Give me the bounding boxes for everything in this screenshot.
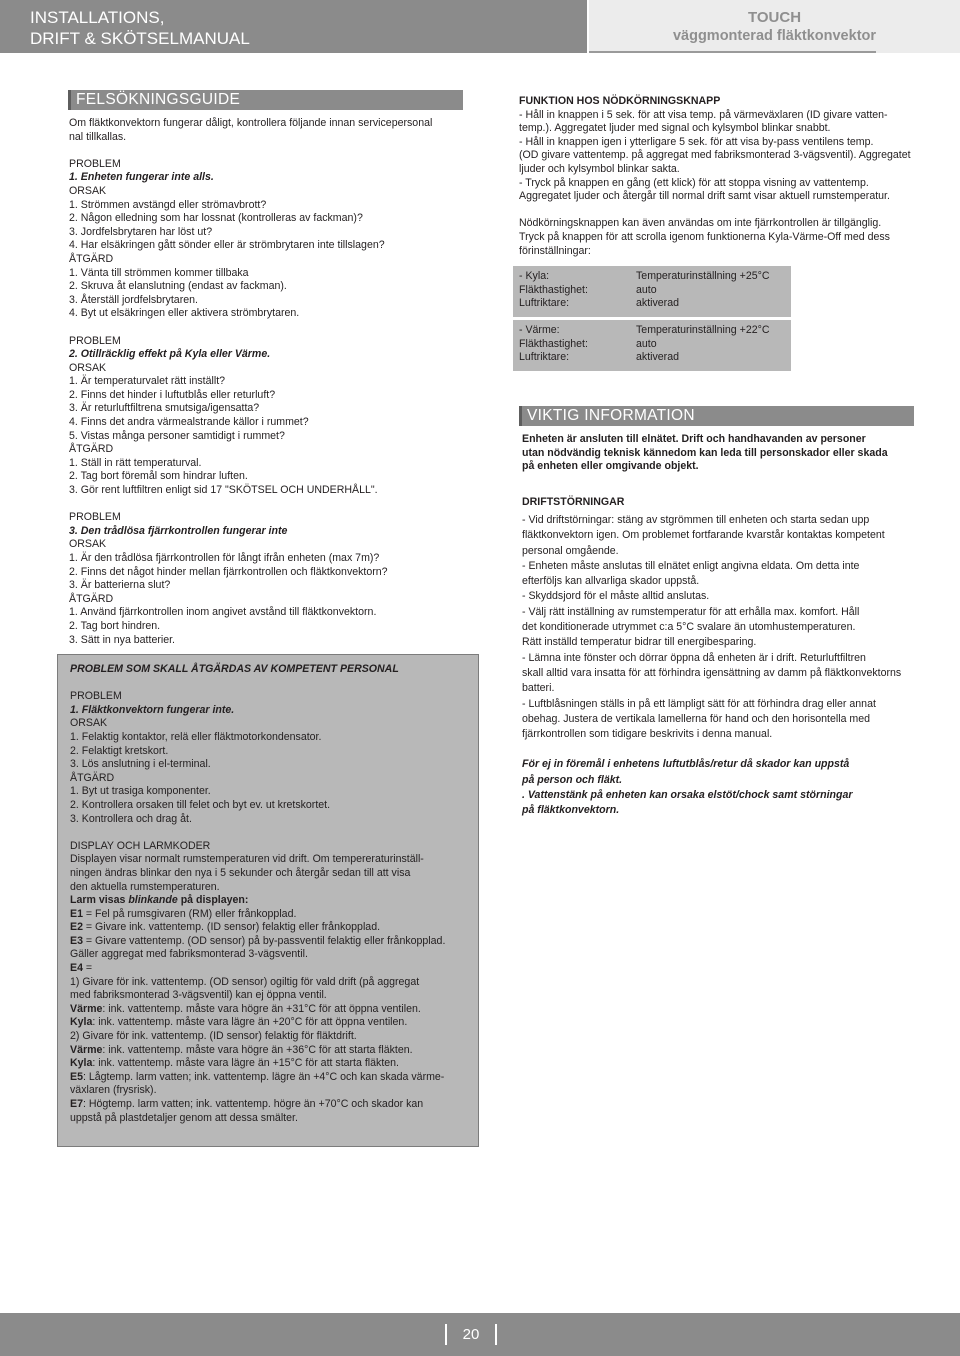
list-item: 3. Kontrollera och drag åt. bbox=[70, 812, 192, 825]
disturbance-line: - Skyddsjord för el måste alltid anslutas. bbox=[522, 590, 710, 603]
alarm-e7-note: uppstå på plastdetaljer genom att dessa smälter. bbox=[70, 1111, 298, 1124]
problem-label: PROBLEM bbox=[69, 511, 121, 524]
list-item: 1. Felaktig kontaktor, relä eller fläktmotorkondensator. bbox=[70, 730, 322, 743]
header-product-type: väggmonterad fläktkonvektor bbox=[672, 28, 877, 44]
list-item: 2. Finns det hinder i luftutblås eller returluft? bbox=[69, 388, 276, 401]
disturbance-line: obehag. Justera de vertikala lamellerna för hand och den horisontella med bbox=[522, 712, 871, 725]
problem-label: PROBLEM bbox=[69, 334, 121, 347]
competent-heading: PROBLEM SOM SKALL ÅTGÄRDAS AV KOMPETENT PERSONAL bbox=[70, 663, 399, 675]
alarm-e5-note: växlaren (frysrisk). bbox=[70, 1084, 157, 1097]
page-number: 20 bbox=[462, 1326, 480, 1343]
emergency-line: temp.). Aggregatet ljuder med signal och kylsymbol blinkar snabbt. bbox=[519, 122, 831, 135]
alarm-e4-heat-1: Värme: ink. vattentemp. måste vara högre än +31°C för att öppna ventilen. bbox=[70, 1002, 421, 1015]
list-item: 1. Byt ut trasiga komponenter. bbox=[70, 785, 211, 798]
alarm-e4-line: 1) Givare för ink. vattentemp. (OD sensor) ogiltig för vald drift (på aggregat bbox=[70, 975, 420, 988]
action-label: ÅTGÄRD bbox=[69, 252, 114, 265]
action-label: ÅTGÄRD bbox=[70, 771, 115, 784]
list-item: 3. Är returluftfiltrena smutsiga/igensatta? bbox=[69, 402, 260, 415]
preset-row: Fläkthastighet: auto bbox=[519, 283, 657, 296]
emergency-line: (OD givare vattentemp. på aggregat med fabriksmonterad 3-vägsventil). Aggregatet bbox=[519, 149, 911, 162]
intro-line-2: nal tillkallas. bbox=[69, 130, 127, 143]
list-item: 1. Är temperaturvalet rätt inställt? bbox=[69, 375, 226, 388]
important-line: utan nödvändig teknisk kännedom kan leda till personskador eller skada bbox=[522, 446, 888, 459]
list-item: 4. Finns det andra värmealstrande källor i rummet? bbox=[69, 416, 309, 429]
preset-row: Luftriktare: aktiverad bbox=[519, 351, 679, 364]
important-line: Enheten är ansluten till elnätet. Drift och handhavanden av personer bbox=[522, 433, 866, 445]
preset-row: - Kyla: Temperaturinställning +25°C bbox=[519, 270, 770, 282]
display-intro-3: den aktuella rumstemperaturen. bbox=[70, 880, 220, 893]
cause-label: ORSAK bbox=[69, 184, 107, 197]
header-product-name: TOUCH bbox=[747, 9, 802, 26]
alarm-e4-line: med fabriksmonterad 3-vägsventil) kan ej öppna ventil. bbox=[70, 989, 327, 1002]
disturbance-line: - Lämna inte fönster och dörrar öppna då enheten är i drift. Returluftfiltren bbox=[522, 651, 866, 664]
problem-title: 2. Otillräcklig effekt på Kyla eller Värme. bbox=[69, 348, 271, 361]
header-title-line2: DRIFT & SKÖTSELMANUAL bbox=[30, 29, 250, 48]
alarm-e1: E1 = Fel på rumsgivaren (RM) eller frånkopplad. bbox=[70, 907, 297, 920]
list-item: 1. Använd fjärrkontrollen inom angivet avstånd till fläktkonvektorn. bbox=[69, 606, 377, 619]
header-product bbox=[589, 0, 960, 53]
problem-label: PROBLEM bbox=[69, 157, 121, 170]
display-heading: DISPLAY OCH LARMKODER bbox=[70, 839, 211, 852]
header-title-line1: INSTALLATIONS, bbox=[30, 8, 165, 27]
list-item: 2. Felaktigt kretskort. bbox=[70, 744, 169, 757]
list-item: 2. Tag bort föremål som hindrar luften. bbox=[69, 470, 248, 483]
emergency-line: Tryck på knappen för att scrolla igenom funktionerna Kyla-Värme-Off med dess bbox=[519, 230, 890, 243]
page-footer bbox=[0, 1313, 960, 1356]
cause-label: ORSAK bbox=[69, 538, 107, 551]
disturbance-line: - Luftblåsningen ställs in på ett lämpligt sätt för att förhindra drag eller annat bbox=[522, 697, 876, 710]
preset-row: - Värme: Temperaturinställning +22°C bbox=[519, 324, 770, 336]
list-item: 2. Kontrollera orsaken till felet och byt ev. ut kretskortet. bbox=[70, 798, 331, 811]
action-label: ÅTGÄRD bbox=[69, 592, 114, 605]
disturbance-line: Rätt inställd temperatur bidrar till energibesparing. bbox=[522, 636, 757, 649]
list-item: 1. Är den trådlösa fjärrkontrollen för långt ifrån enheten (max 7m)? bbox=[69, 552, 380, 564]
list-item: 3. Jordfelsbrytaren har löst ut? bbox=[69, 225, 213, 238]
warning-note: För ej in föremål i enhetens luftutblås/retur då skador kan uppstå bbox=[522, 758, 850, 771]
emergency-line: - Håll in knappen i 5 sek. för att visa temp. på värmeväxlaren (ID givare vatten- bbox=[519, 108, 888, 121]
emergency-heading: FUNKTION HOS NÖDKÖRNINGSKNAPP bbox=[519, 95, 721, 107]
alarm-e3: E3 = Givare vattentemp. (OD sensor) på by-passventil felaktig eller frånkopplad. bbox=[70, 934, 446, 947]
problem-title: 1. Fläktkonvektorn fungerar inte. bbox=[70, 703, 235, 716]
alarm-e5: E5: Lågtemp. larm vatten; ink. vattentemp. lägre än +4°C och kan skada värme- bbox=[70, 1070, 445, 1083]
list-item: 2. Skruva åt elanslutning (endast av fackman). bbox=[69, 280, 287, 293]
emergency-line: - Tryck på knappen en gång (ett klick) för att stoppa visning av vattentemp. bbox=[519, 176, 869, 189]
disturbance-line: fläktkonvektorn igen. Om problemet fortfarande kvarstår kontaktas kompetent bbox=[522, 529, 885, 542]
list-item: 2. Finns det något hinder mellan fjärrkontrollen och fläktkonvektorn? bbox=[69, 565, 388, 578]
disturbance-line: fjärrkontrollen som tidigare beskrivits i denna manual. bbox=[522, 728, 773, 741]
display-intro-2: ningen ändras blinkar den nya i 5 sekunder och återgår sedan till att visa bbox=[70, 866, 411, 879]
header-divider bbox=[589, 51, 876, 53]
warning-note: på fläktkonvektorn. bbox=[522, 804, 620, 817]
warning-note: på person och fläkt. bbox=[522, 773, 623, 786]
alarm-e4-heat-2: Värme: ink. vattentemp. måste vara högre än +36°C för att starta fläkten. bbox=[70, 1043, 413, 1056]
list-item: 3. Lös anslutning i el-terminal. bbox=[70, 758, 211, 771]
action-label: ÅTGÄRD bbox=[69, 443, 114, 456]
list-item: 2. Någon elledning som har lossnat (kontrolleras av fackman)? bbox=[69, 212, 363, 225]
alarm-e2: E2 = Givare ink. vattentemp. (ID sensor) felaktig eller frånkopplad. bbox=[70, 921, 381, 934]
important-section bbox=[522, 433, 932, 819]
emergency-line: Aggregatet ljuder och återgår till normal drift samt visar aktuell rumstemperatur. bbox=[519, 190, 890, 203]
list-item: 3. Gör rent luftfiltren enligt sid 17 "SKÖTSEL OCH UNDERHÅLL". bbox=[69, 484, 378, 497]
list-item: 4. Byt ut elsäkringen eller aktivera strömbrytaren. bbox=[69, 307, 300, 320]
list-item: 1. Vänta till strömmen kommer tillbaka bbox=[69, 266, 249, 279]
disturbance-line: - Vid driftstörningar: stäng av stgrömmen till enheten och starta sedan upp bbox=[522, 513, 870, 526]
alarm-e4-cool-2: Kyla: ink. vattentemp. måste vara lägre än +15°C för att starta fläkten. bbox=[70, 1057, 399, 1070]
footer-divider bbox=[495, 1324, 497, 1345]
disturbance-line: efterföljs kan allvarliga skador uppstå. bbox=[522, 575, 700, 588]
problem-label: PROBLEM bbox=[70, 690, 122, 703]
list-item: 1. Ställ in rätt temperaturval. bbox=[69, 456, 202, 469]
troubleshooting-section bbox=[69, 117, 469, 647]
emergency-line: ljuder och kylsymbol blinkar sakta. bbox=[519, 162, 680, 175]
emergency-line: Nödkörningsknappen kan även användas om inte fjärrkontrollen är tillgänglig. bbox=[519, 217, 882, 230]
competent-personnel-box bbox=[57, 654, 479, 1147]
troubleshooting-heading-text: FELSÖKNINGSGUIDE bbox=[76, 91, 241, 108]
list-item: 1. Strömmen avstängd eller strömavbrott? bbox=[69, 198, 267, 211]
disturbance-line: det konditionerade utrymmet c:a 5°C svalare än utomhustemperaturen. bbox=[522, 621, 856, 634]
list-item: 2. Tag bort hindren. bbox=[69, 619, 161, 632]
list-item: 3. Återställ jordfelsbrytaren. bbox=[69, 293, 198, 306]
list-item: 5. Vistas många personer samtidigt i rummet? bbox=[69, 429, 285, 442]
list-item: 3. Är batterierna slut? bbox=[69, 579, 171, 592]
alarm-e3-note: Gäller aggregat med fabriksmonterad 3-vägsventil. bbox=[70, 948, 308, 961]
warning-note: . Vattenstänk på enheten kan orsaka elstöt/chock samt störningar bbox=[522, 789, 853, 802]
disturbance-line: - Välj rätt inställning av rumstemperatur för att erhålla max. komfort. Håll bbox=[522, 605, 860, 618]
troubleshooting-heading bbox=[68, 90, 463, 110]
intro-line-1: Om fläktkonvektorn fungerar dåligt, kontrollera följande innan servicepersonal bbox=[69, 117, 433, 129]
important-line: på enheten eller omgivande objekt. bbox=[522, 460, 699, 473]
alarm-e4: E4 = bbox=[70, 962, 93, 975]
alarm-e7: E7: Högtemp. larm vatten; ink. vattentemp. högre än +70°C och skador kan bbox=[70, 1098, 424, 1110]
important-heading-text: VIKTIG INFORMATION bbox=[527, 407, 695, 424]
emergency-line: förinställningar: bbox=[519, 244, 591, 257]
alarm-intro: Larm visas blinkande på displayen: bbox=[70, 894, 249, 907]
cause-label: ORSAK bbox=[70, 717, 108, 730]
important-heading bbox=[519, 406, 914, 426]
preset-cooling-box bbox=[513, 266, 791, 317]
list-item: 3. Sätt in nya batterier. bbox=[69, 633, 175, 646]
disturbance-line: personal omgående. bbox=[522, 544, 619, 557]
disturbance-line: - Enheten måste anslutas till elnätet enligt angivna eldata. Om detta inte bbox=[522, 559, 860, 572]
cause-label: ORSAK bbox=[69, 361, 107, 374]
disturbance-line: batteri. bbox=[522, 682, 555, 695]
problem-title: 1. Enheten fungerar inte alls. bbox=[69, 171, 214, 184]
display-intro-1: Displayen visar normalt rumstemperaturen vid drift. Om tempereraturinställ- bbox=[70, 853, 424, 866]
list-item: 4. Har elsäkringen gått sönder eller är strömbrytaren inte tillslagen? bbox=[69, 239, 385, 252]
preset-heating-box bbox=[513, 320, 791, 371]
header-manual-title bbox=[0, 0, 587, 53]
emergency-line: - Håll in knappen igen i ytterligare 5 sek. för att visa by-pass ventilens temp. bbox=[519, 135, 874, 148]
disturbance-line: skall alltid vara insatta för att förhindra igensättning av damm på fläktkonvektorns bbox=[522, 666, 902, 679]
emergency-section bbox=[519, 95, 939, 258]
disturbances-heading: DRIFTSTÖRNINGAR bbox=[522, 496, 625, 509]
preset-row: Fläkthastighet: auto bbox=[519, 337, 657, 350]
preset-row: Luftriktare: aktiverad bbox=[519, 297, 679, 310]
alarm-e4-cool-1: Kyla: ink. vattentemp. måste vara lägre än +20°C för att öppna ventilen. bbox=[70, 1016, 408, 1029]
alarm-e4-line: 2) Givare för ink. vattentemp. (ID sensor) felaktig för fläktdrift. bbox=[70, 1030, 357, 1043]
problem-title: 3. Den trådlösa fjärrkontrollen fungerar inte bbox=[69, 524, 288, 537]
